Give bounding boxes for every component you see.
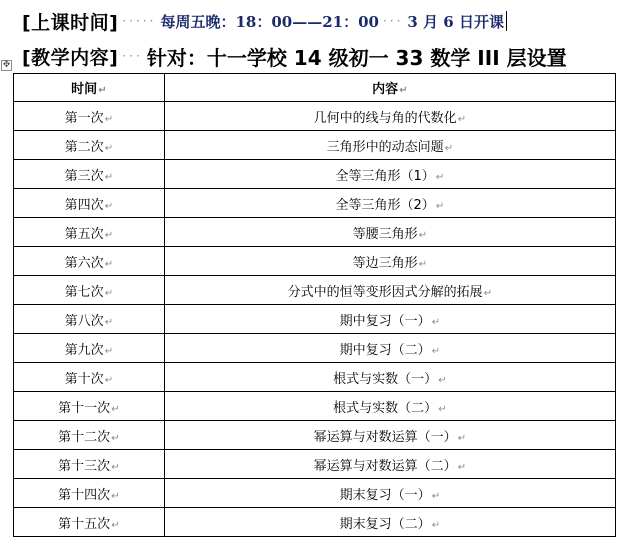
paragraph-mark: ↵ [457, 461, 467, 473]
table-row [14, 479, 616, 508]
topic-cell[interactable]: 幂运算与对数运算（一）↵ [164, 421, 615, 450]
paragraph-mark: ↵ [104, 171, 114, 183]
session-cell[interactable]: 第十四次↵ [14, 479, 165, 508]
session-cell[interactable]: 第十三次↵ [14, 450, 165, 479]
paragraph-mark: ↵ [104, 113, 114, 125]
table-row [14, 131, 616, 160]
class-time-line [22, 6, 507, 36]
session-cell[interactable]: 第十五次↵ [14, 508, 165, 537]
topic-cell[interactable]: 分式中的恒等变形因式分解的拓展↵ [164, 276, 615, 305]
class-time-value: 每周五晚：18：00——21：00 [160, 12, 379, 31]
column-header-time: 时间↵ [14, 74, 165, 102]
table-row [14, 160, 616, 189]
topic-cell[interactable]: 几何中的线与角的代数化↵ [164, 102, 615, 131]
topic-cell[interactable]: 期中复习（二）↵ [164, 334, 615, 363]
paragraph-mark: ↵ [104, 229, 114, 241]
text-cursor [506, 11, 507, 31]
paragraph-mark: ↵ [104, 287, 114, 299]
course-schedule-table [13, 73, 616, 537]
paragraph-mark: ↵ [111, 432, 120, 444]
paragraph-mark: ↵ [483, 287, 493, 299]
table-row [14, 218, 616, 247]
topic-cell[interactable]: 期中复习（一）↵ [164, 305, 615, 334]
table-row [14, 421, 616, 450]
session-cell[interactable]: 第九次↵ [14, 334, 165, 363]
paragraph-mark: ↵ [435, 171, 445, 183]
teaching-content-value: 针对：十一学校 14 级初一 33 数学 III 层设置 [146, 45, 567, 70]
table-row [14, 305, 616, 334]
paragraph-mark: ↵ [431, 519, 441, 531]
tab-leader-marks: ··· [122, 49, 143, 63]
table-row [14, 363, 616, 392]
paragraph-mark: ↵ [431, 345, 441, 357]
column-header-content: 内容↵ [164, 74, 615, 102]
table-row [14, 102, 616, 131]
tab-leader-marks: ··· [382, 14, 404, 28]
topic-cell[interactable]: 全等三角形（1）↵ [164, 160, 615, 189]
topic-cell[interactable]: 期末复习（二）↵ [164, 508, 615, 537]
paragraph-mark: ↵ [111, 519, 120, 531]
session-cell[interactable]: 第一次↵ [14, 102, 165, 131]
paragraph-mark: ↵ [104, 374, 114, 386]
teaching-content-line [22, 40, 567, 72]
paragraph-mark: ↵ [431, 316, 441, 328]
table-row [14, 276, 616, 305]
paragraph-mark: ↵ [457, 113, 467, 125]
paragraph-mark: ↵ [457, 432, 467, 444]
paragraph-mark: ↵ [438, 374, 447, 386]
topic-cell[interactable]: 等边三角形↵ [164, 247, 615, 276]
table-row [14, 392, 616, 421]
table-row [14, 247, 616, 276]
paragraph-mark: ↵ [111, 490, 120, 502]
session-cell[interactable]: 第四次↵ [14, 189, 165, 218]
paragraph-mark: ↵ [104, 345, 114, 357]
session-cell[interactable]: 第三次↵ [14, 160, 165, 189]
start-date-value: 3 月 6 日开课 [407, 12, 504, 31]
topic-cell[interactable]: 全等三角形（2）↵ [164, 189, 615, 218]
table-row [14, 450, 616, 479]
paragraph-mark: ↵ [104, 258, 114, 270]
session-cell[interactable]: 第十次↵ [14, 363, 165, 392]
session-cell[interactable]: 第八次↵ [14, 305, 165, 334]
table-row [14, 334, 616, 363]
topic-cell[interactable]: 期末复习（一）↵ [164, 479, 615, 508]
session-cell[interactable]: 第二次↵ [14, 131, 165, 160]
topic-cell[interactable]: 等腰三角形↵ [164, 218, 615, 247]
table-row [14, 189, 616, 218]
paragraph-mark: ↵ [431, 490, 441, 502]
teaching-content-label: [教学内容] [22, 46, 119, 69]
paragraph-mark: ↵ [104, 200, 114, 212]
session-cell[interactable]: 第六次↵ [14, 247, 165, 276]
paragraph-mark: ↵ [444, 142, 454, 154]
paragraph-mark: ↵ [418, 258, 428, 270]
paragraph-mark: ↵ [438, 403, 447, 415]
paragraph-mark: ↵ [104, 316, 114, 328]
paragraph-mark: ↵ [111, 461, 120, 473]
paragraph-mark: ↵ [104, 142, 114, 154]
session-cell[interactable]: 第七次↵ [14, 276, 165, 305]
paragraph-mark: ↵ [418, 229, 428, 241]
topic-cell[interactable]: 根式与实数（一）↵ [164, 363, 615, 392]
tab-leader-marks: ····· [122, 14, 157, 28]
session-cell[interactable]: 第五次↵ [14, 218, 165, 247]
topic-cell[interactable]: 三角形中的动态问题↵ [164, 131, 615, 160]
class-time-label: [上课时间] [22, 11, 119, 34]
session-cell[interactable]: 第十二次↵ [14, 421, 165, 450]
table-row [14, 508, 616, 537]
paragraph-mark: ↵ [435, 200, 445, 212]
session-cell[interactable]: 第十一次↵ [14, 392, 165, 421]
table-move-handle-icon[interactable]: ✥ [2, 60, 11, 70]
topic-cell[interactable]: 幂运算与对数运算（二）↵ [164, 450, 615, 479]
topic-cell[interactable]: 根式与实数（二）↵ [164, 392, 615, 421]
table-header-row [14, 74, 616, 102]
paragraph-mark: ↵ [111, 403, 120, 415]
